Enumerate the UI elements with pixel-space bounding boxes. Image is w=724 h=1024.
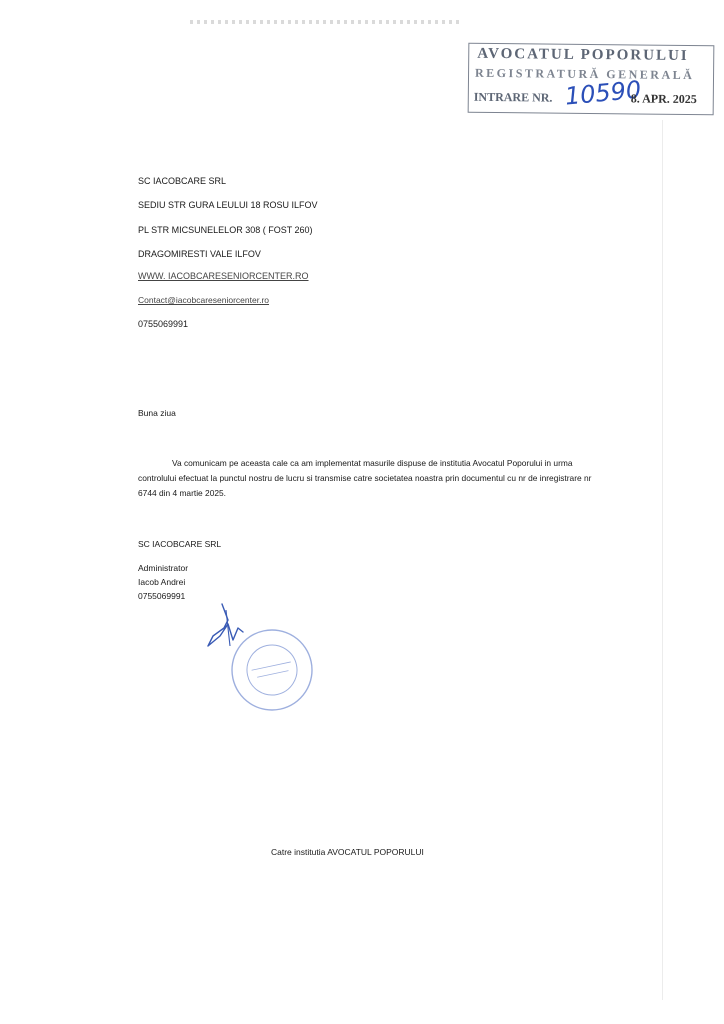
sender-email-link[interactable]: Contact@iacobcareseniorcenter.ro <box>138 295 270 305</box>
stamp-entry-label: INTRARE NR. <box>473 89 553 105</box>
greeting: Buna ziua <box>138 408 176 418</box>
sender-address-line2: PL STR MICSUNELELOR 308 ( FOST 260) <box>138 225 313 235</box>
signature-name: Iacob Andrei <box>138 577 186 587</box>
body-text: Va comunicam pe aceasta cale ca am implementat masurile dispuse de institutia Avocatul Poporului in urma controlului efectuat la punctul nostru de lucru si transmise catre societatea noastra prin documentul cu nr de inregistrare nr 6744 din 4 martie 2025. <box>138 458 592 498</box>
stamp-entry-number: 10590 <box>563 75 643 111</box>
signature-company: SC IACOBCARE SRL <box>138 539 222 549</box>
stamp-date: 8. APR. 2025 <box>630 91 697 107</box>
stamp-department: REGISTRATURĂ GENERALĂ <box>474 65 695 83</box>
signature-phone: 0755069991 <box>138 591 186 601</box>
sender-company: SC IACOBCARE SRL <box>138 176 227 186</box>
sender-address-line1: SEDIU STR GURA LEULUI 18 ROSU ILFOV <box>138 200 318 210</box>
sender-phone: 0755069991 <box>138 319 189 329</box>
company-seal <box>225 623 320 718</box>
sender-website-link[interactable]: WWW. IACOBCARESENIORCENTER.RO <box>138 271 309 281</box>
stamp-institution: AVOCATUL POPORULUI <box>477 45 689 65</box>
signature-role: Administrator <box>138 563 189 573</box>
recipient-line: Catre institutia AVOCATUL POPORULUI <box>271 847 424 857</box>
sender-address-line3: DRAGOMIRESTI VALE ILFOV <box>138 249 261 259</box>
